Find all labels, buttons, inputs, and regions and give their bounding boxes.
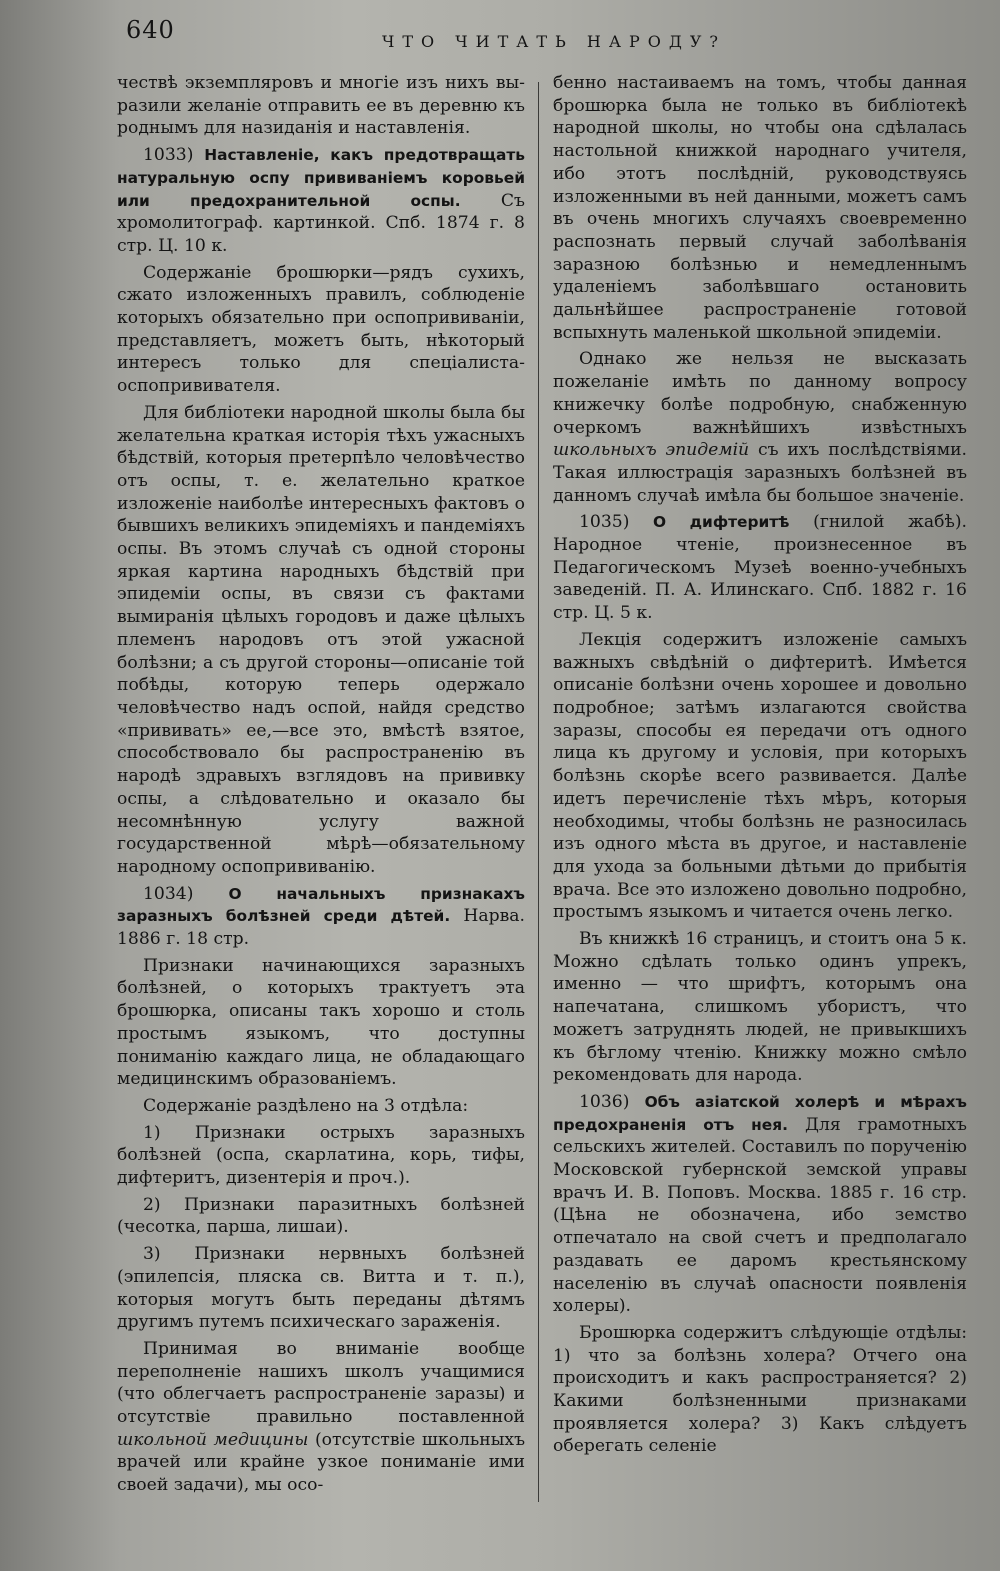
catalog-entry [553, 511, 967, 625]
paragraph: Признаки начинающихся заразныхъ болѣзней, о которыхъ трактуетъ эта брошюрка, описаны такъ хорошо и столь простымъ языкомъ, что доступны пониманію каждаго лица, не обладающаго медицинскимъ образованіемъ. [117, 955, 525, 1090]
paragraph [117, 1338, 525, 1497]
paragraph-text: съ ихъ послѣдствіями. Такая иллюстрація заразныхъ болѣзней въ данномъ случаѣ имѣла бы большое значеніе. [553, 440, 967, 506]
paragraph: Брошюрка содержитъ слѣдующіе отдѣлы: 1) что за болѣзнь холера? Отчего она происходитъ и какъ распространяется? 2) Какими болѣзненными признаками проявляется холера? 3) Какъ слѣдуетъ оберегать селеніе [553, 1322, 967, 1457]
entry-bibliographic-details: Съ хромолитограф. картинкой. Спб. 1874 г. 8 стр. Ц. 10 к. [117, 190, 525, 256]
paragraph: 1) Признаки острыхъ заразныхъ болѣзней (оспа, скарлатина, корь, тифы, дифтеритъ, дизентерія и проч.). [117, 1122, 525, 1189]
paragraph: Лекція содержитъ изложеніе самыхъ важныхъ свѣдѣній о дифтеритѣ. Имѣется описаніе болѣзни очень хорошее и довольно подробное; затѣмъ излагаются свойства заразы, способы ея передачи отъ одного лица къ другому и условія, при которыхъ болѣзнь скорѣе всего развивается. Далѣе идетъ перечисленіе тѣхъ мѣръ, которыя необходимы, чтобы болѣзнь не разносилась изъ одного мѣста въ другое, и наставленіе для ухода за больными дѣтьми до прибытія врача. Все это изложено довольно подробно, простымъ языкомъ и читается очень легко. [553, 629, 967, 923]
entry-bibliographic-details: Нарва. 1886 г. 18 стр. [117, 906, 526, 950]
entry-title: Объ азіатской холерѣ и мѣрахъ предохраненія отъ нея. [553, 1092, 967, 1134]
entry-bibliographic-details: Для грамотныхъ сельскихъ жителей. Составилъ по порученію Московской губернской земской управы врачъ И. В. Поповъ. Москва. 1885 г. 16 стр. (Цѣна не обозначена, ибо земство отпечатало на свой счетъ и предполагало раздавать ее даромъ крестьянскому населенію въ случаѣ опасности появленія холеры). [553, 1114, 967, 1317]
entry-title: Наставленіе, какъ предотвращать натуральную оспу прививаніемъ коровьей или предохранительной оспы. [117, 146, 526, 210]
catalog-entry [117, 883, 525, 951]
paragraph: Для библіотеки народной школы была бы желательна краткая исторія тѣхъ ужасныхъ бѣдствій, которыя претерпѣло человѣчество отъ оспы, т. е. желательно краткое изложеніе наиболѣе интересныхъ фактовъ о бывшихъ великихъ эпидеміяхъ и пандеміяхъ оспы. Въ этомъ случаѣ съ одной стороны яркая картина народныхъ бѣдствій при эпидеміи оспы, въ связи съ фактами вымиранія цѣлыхъ городовъ и даже цѣлыхъ племенъ народовъ отъ этой ужасной болѣзни; а съ другой стороны—описаніе той побѣды, которую теперь одержало человѣчество надъ оспой, найдя средство «прививать» ее,—все это, вмѣстѣ взятое, способствовало бы распространенію въ народѣ здравыхъ взглядовъ на прививку оспы, а слѣдовательно и оказало бы несомнѣнную услугу важной государственной мѣрѣ—обязательному народному оспопрививанію. [117, 402, 526, 877]
column-divider [538, 82, 539, 1502]
paragraph: Содержаніе брошюрки—рядъ сухихъ, сжато изложенныхъ правилъ, соблюденіе которыхъ обязательно при оспопрививаніи, представляетъ, можетъ быть, нѣкоторый интересъ только для спеціалиста-оспопрививателя. [117, 262, 525, 397]
paragraph: Содержаніе раздѣлено на 3 отдѣла: [143, 1095, 469, 1116]
entry-number: 1034) [143, 883, 194, 904]
entry-title: О дифтеритѣ [653, 513, 790, 532]
paragraph: 2) Признаки паразитныхъ болѣзней (чесотка, парша, лишаи). [117, 1194, 525, 1238]
left-column [117, 72, 525, 1501]
entry-number: 1035) [579, 512, 630, 533]
paragraph: 3) Признаки нервныхъ болѣзней (эпилепсія, пляска св. Витта и т. п.), которыя могутъ быть переданы дѣтямъ другимъ путемъ психическаго зараженія. [117, 1244, 525, 1333]
right-column [553, 72, 967, 1462]
entry-number: 1033) [143, 145, 194, 166]
entry-title: О начальныхъ признакахъ заразныхъ болѣзней среди дѣтей. [117, 884, 525, 926]
paragraph-text: Принимая во вниманіе вообще переполненіе нашихъ школъ учащимися (что облегчаетъ распространеніе заразы) и отсутствіе правильно поставленной [117, 1338, 525, 1428]
paragraph-text: (отсутствіе школьныхъ врачей или крайне узкое пониманіе ими своей задачи), мы осо- [117, 1429, 526, 1496]
catalog-entry [553, 1091, 967, 1318]
emphasis-text: школьной медицины [117, 1429, 309, 1450]
emphasis-text: школьныхъ эпидемій [553, 440, 750, 461]
paragraph [553, 348, 967, 507]
catalog-entry [117, 144, 525, 258]
entry-bibliographic-details: (гнилой жабѣ). Народное чтеніе, произнесенное въ Педагогическомъ Музеѣ военно-учебныхъ заведеній. П. А. Илинскаго. Спб. 1882 г. 16 стр. Ц. 5 к. [553, 512, 967, 624]
entry-number: 1036) [579, 1091, 630, 1112]
paragraph-text: Однако же нельзя не высказать пожеланіе имѣть по данному вопросу книжечку болѣе подробную, снабженную очеркомъ важнѣйшихъ извѣстныхъ [553, 349, 967, 438]
running-title: ЧТО ЧИТАТЬ НАРОДУ? [382, 32, 726, 51]
page-number: 640 [126, 16, 175, 44]
paragraph-continuation: чествѣ экземпляровъ и многіе изъ нихъ вы-разили желаніе отправить ее въ деревню къ роднымъ для назиданія и наставленія. [117, 73, 525, 139]
paragraph-continuation: бенно настаиваемъ на томъ, чтобы данная брошюрка была не только въ библіотекѣ народной школы, но чтобы она сдѣлалась настольной книжкой народнаго учителя, ибо этотъ послѣдній, руководствуясь изложенными въ ней данными, можетъ самъ въ очень многихъ случаяхъ своевременно распознать первый случай заболѣванія заразною болѣзнью и немедленнымъ удаленіемъ заболѣвшаго остановить дальнѣйшее распространеніе готовой вспыхнуть маленькой школьной эпидеміи. [553, 73, 967, 343]
paragraph: Въ книжкѣ 16 страницъ, и стоитъ она 5 к. Можно сдѣлать только одинъ упрекъ, именно — что шрифтъ, которымъ она напечатана, слишкомъ убористъ, что можетъ затруднять людей, не привыкшихъ къ бѣглому чтенію. Книжку можно смѣло рекомендовать для народа. [553, 929, 967, 1086]
